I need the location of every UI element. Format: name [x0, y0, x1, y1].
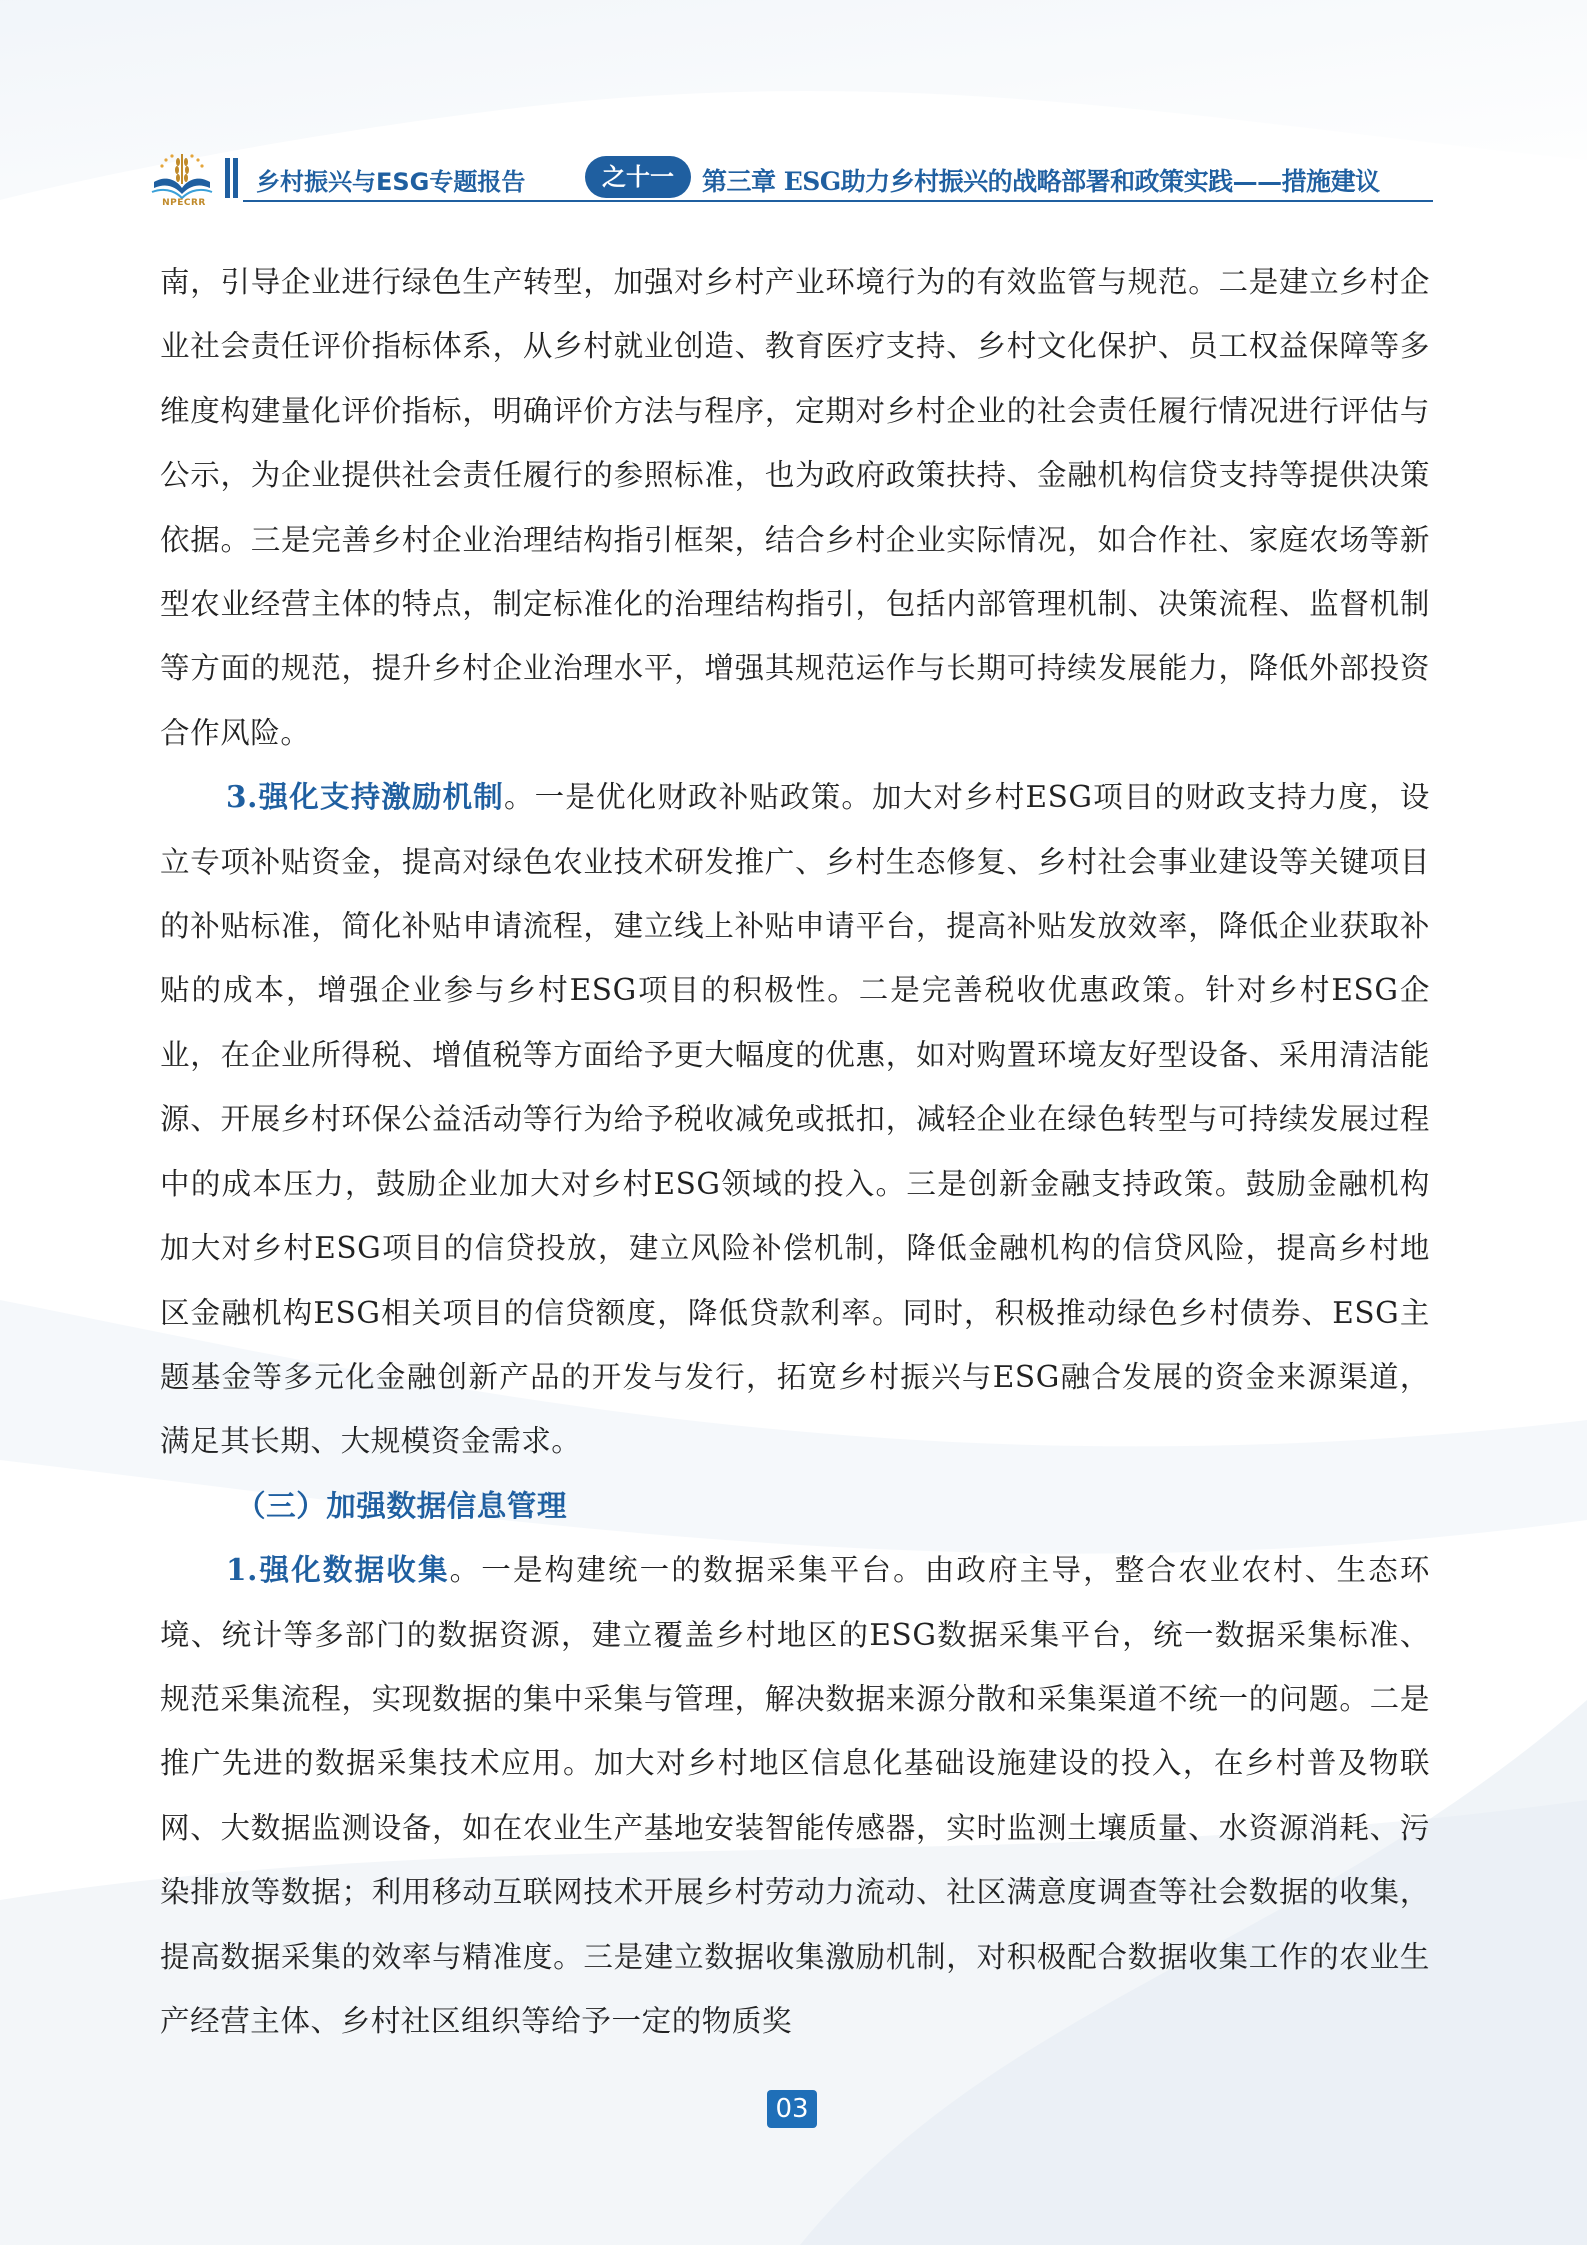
paragraph-text: 。一是构建统一的数据采集平台。由政府主导，整合农业农村、生态环境、统计等多部门的数据资源，建立覆盖乡村地区的ESG数据采集平台，统一数据采集标准、规范采集流程，实现数据的集中采集与管理，解决数据来源分散和采集渠道不统一的问题。二是推广先进的数据采集技术应用。加大对乡村地区信息化基础设施建设的投入，在乡村普及物联网、大数据监测设备，如在农业生产基地安装智能传感器，实时监测土壤质量、水资源消耗、污染排放等数据；利用移动互联网技术开展乡村劳动力流动、社区满意度调查等社会数据的收集，提高数据采集的效率与精准度。三是建立数据收集激励机制，对积极配合数据收集工作的农业生产经营主体、乡村社区组织等给予一定的物质奖 [160, 1553, 1430, 2038]
paragraph-text: 。一是优化财政补贴政策。加大对乡村ESG项目的财政支持力度，设立专项补贴资金，提高对绿色农业技术研发推广、乡村生态修复、乡村社会事业建设等关键项目的补贴标准，简化补贴申请流程，建立线上补贴申请平台，提高补贴发放效率，降低企业获取补贴的成本，增强企业参与乡村ESG项目的积极性。二是完善税收优惠政策。针对乡村ESG企业，在企业所得税、增值税等方面给予更大幅度的优惠，如对购置环境友好型设备、采用清洁能源、开展乡村环保公益活动等行为给予税收减免或抵扣，减轻企业在绿色转型与可持续发展过程中的成本压力，鼓励企业加大对乡村ESG领域的投入。三是创新金融支持政策。鼓励金融机构加大对乡村ESG项目的信贷投放，建立风险补偿机制，降低金融机构的信贷风险，提高乡村地区金融机构ESG相关项目的信贷额度，降低贷款利率。同时，积极推动绿色乡村债券、ESG主题基金等多元化金融创新产品的开发与发行，拓宽乡村振兴与ESG融合发展的资金来源渠道，满足其长期、大规模资金需求。 [160, 780, 1430, 1459]
chapter-title: 第三章 ESG助力乡村振兴的战略部署和政策实践——措施建议 [702, 167, 1380, 196]
page-header [148, 152, 1438, 212]
header-accent-bar [233, 158, 238, 198]
logo-text: NPECRR [162, 198, 206, 208]
document-body [160, 250, 1430, 2053]
page-number: 03 [767, 2090, 817, 2128]
logo-emblem-icon [148, 152, 216, 200]
npecrr-logo [148, 152, 216, 214]
paragraph [160, 765, 1430, 1473]
series-badge: 之十一 [585, 156, 691, 198]
report-title: 乡村振兴与ESG专题报告 [256, 168, 526, 196]
header-accent-bar [225, 158, 230, 198]
paragraph-heading: 1.强化数据收集 [226, 1552, 450, 1588]
paragraph [160, 1538, 1430, 2053]
header-divider [243, 200, 1433, 202]
section-heading: （三）加强数据信息管理 [236, 1487, 568, 1523]
paragraph: 南，引导企业进行绿色生产转型，加强对乡村产业环境行为的有效监管与规范。二是建立乡村企业社会责任评价指标体系，从乡村就业创造、教育医疗支持、乡村文化保护、员工权益保障等多维度构建量化评价指标，明确评价方法与程序，定期对乡村企业的社会责任履行情况进行评估与公示，为企业提供社会责任履行的参照标准，也为政府政策扶持、金融机构信贷支持等提供决策依据。三是完善乡村企业治理结构指引框架，结合乡村企业实际情况，如合作社、家庭农场等新型农业经营主体的特点，制定标准化的治理结构指引，包括内部管理机制、决策流程、监督机制等方面的规范，提升乡村企业治理水平，增强其规范运作与长期可持续发展能力，降低外部投资合作风险。 [160, 265, 1430, 750]
paragraph-heading: 3.强化支持激励机制 [226, 779, 504, 815]
